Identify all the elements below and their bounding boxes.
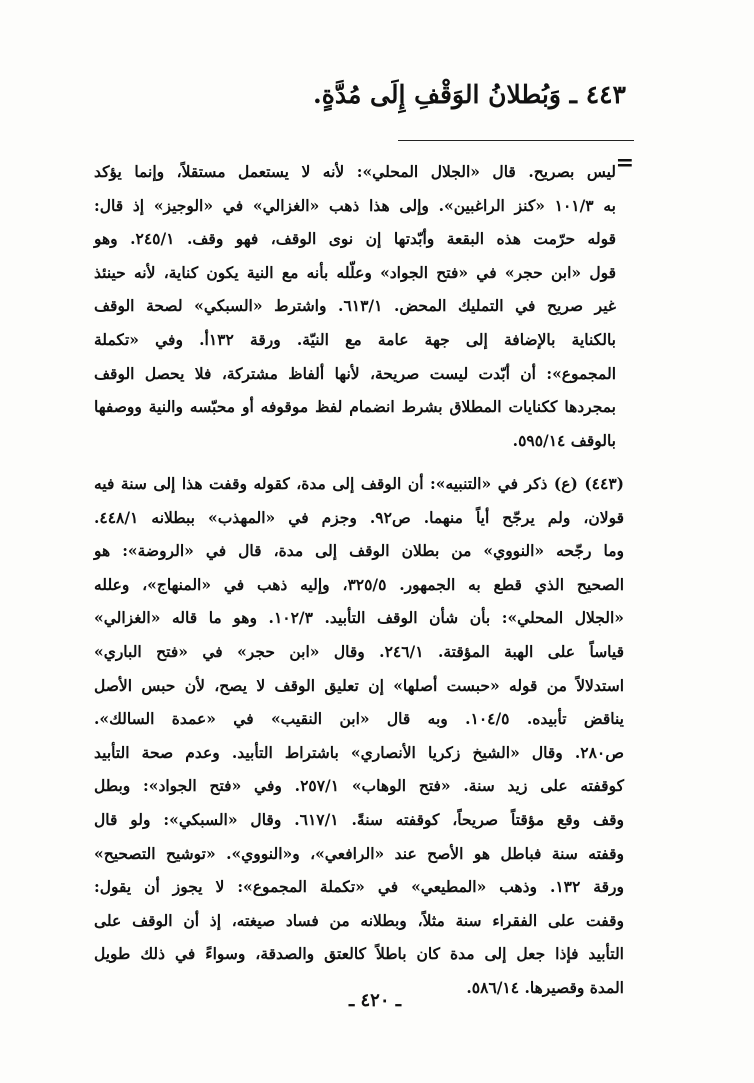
page-number: ـ ٤٢٠ ـ <box>348 990 402 1011</box>
text-line: كوقفته على زيد سنة. «فتح الوهاب» ٢٥٧/١. وفي «فتح الجواد»: وبطل <box>94 776 624 796</box>
text-line: غير صريح في التمليك المحض. ٦١٣/١. واشترط «السبكي» لصحة الوقف <box>94 296 616 316</box>
text-line: المجموع»: أن أبّدت ليست صريحة، لأنها ألفاظ مشتركة، فلا يحصل الوقف <box>94 363 616 383</box>
text-line: استدلالاً من قوله «حبست أصلها» إن تعليق الوقف لا يصح، لأن حبس الأصل <box>94 675 624 695</box>
entry-443-text <box>94 467 624 1005</box>
text-line: قياساً على الهبة المؤقتة. ٢٤٦/١. وقال «ابن حجر» في «فتح الباري» <box>94 641 624 661</box>
text-line: بالكناية بالإضافة إلى جهة عامة مع النيّة. ورقة ١٣٢أ. وفي «تكملة <box>94 329 616 349</box>
text-line: ورقة ١٣٢. وذهب «المطيعي» في «تكملة المجموع»: لا يجوز أن يقول: <box>94 877 624 897</box>
text-line: التأبيد فإذا جعل إلى مدة كان باطلاً كالعتق والصدقة، وسواءً في ذلك طويل <box>94 944 624 964</box>
text-line: ليس بصريح. قال «الجلال المحلي»: لأنه لا يستعمل مستقلاً، وإنما يؤكد <box>94 162 616 181</box>
text-line: به ١٠١/٣ «كنز الراغبين». وإلى هذا ذهب «الغزالي» في «الوجيز» إذ قال: <box>94 195 617 215</box>
text-line: المدة وقصيرها. ٥٨٦/١٤. <box>466 977 624 997</box>
footnote-continuation-text <box>94 155 616 457</box>
entry-first-line: (٤٤٣) (ع) ذكر في «التنبيه»: أن الوقف إلى مدة، كقوله وقفت هذا إلى سنة فيه <box>94 474 624 493</box>
text-line: يناقض تأبيده. ١٠٤/٥. وبه قال «ابن النقيب» في «عمدة السالك». <box>94 709 624 729</box>
text-line: قول «ابن حجر» في «فتح الجواد» وعلّله بأنه مع النية يكون كناية، لأنه حينئذ <box>94 262 616 282</box>
text-line: «الجلال المحلي»: بأن شأن الوقف التأبيد. ١٠٢/٣. وهو ما قاله «الغزالي» <box>94 608 624 628</box>
text-line: قوله حرّمت هذه البقعة وأبّدتها إن نوى الوقف، فهو وقف. ٢٤٥/١. وهو <box>94 229 616 249</box>
text-line: وما رجّحه «النووي» من بطلان الوقف إلى مدة، قال في «الروضة»: هو <box>94 541 624 561</box>
header-divider <box>398 140 634 141</box>
footnote-continuation-marker: = <box>615 150 634 176</box>
text-line: وقف وقع مؤقتاً صريحاً، كوقفته سنةً. ٦١٧/١. وقال «السبكي»: ولو قال <box>94 809 624 829</box>
text-line: بالوقف ٥٩٥/١٤. <box>512 430 616 450</box>
text-line: وقفته سنة فباطل هو الأصح عند «الرافعي»، و«النووي». «توشيح التصحيح» <box>94 843 624 863</box>
text-line: الصحيح الذي قطع به الجمهور. ٣٢٥/٥، وإليه ذهب في «المنهاج»، وعلله <box>94 574 624 594</box>
page-title: ٤٤٣ ـ وَبُطلانُ الوَقْفِ إِلَى مُدَّةٍ. <box>313 80 626 109</box>
text-line: وقفت على الفقراء سنة مثلاً، وبطلانه من فساد صيغته، إذ أن الوقف على <box>94 910 624 930</box>
text-line: ص٢٨٠. وقال «الشيخ زكريا الأنصاري» باشتراط التأبيد. وعدم صحة التأبيد <box>94 742 624 762</box>
text-line: بمجردها ككنايات المطلاق بشرط انضمام لفظ موقوفه أو محبّسه والنية ووصفها <box>94 397 616 417</box>
text-line: قولان، ولم يرجّح أياً منهما. ص٩٢. وجزم في «المهذب» ببطلانه ٤٤٨/١. <box>94 507 624 527</box>
